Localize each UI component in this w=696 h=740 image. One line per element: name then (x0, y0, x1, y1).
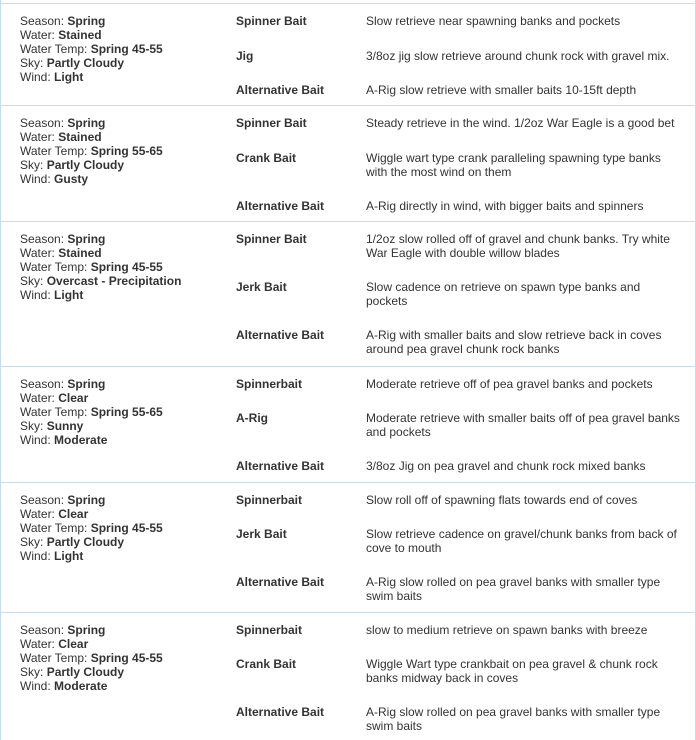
condition-value: Light (54, 288, 84, 302)
condition-line (20, 144, 163, 158)
condition-value: Spring 45-55 (90, 521, 163, 535)
condition-value: Spring 45-55 (90, 42, 163, 56)
condition-label: Water: (20, 246, 55, 260)
bait-description: Wiggle Wart type crankbait on pea gravel & chunk rock banks midway back in coves (366, 657, 658, 685)
condition-value: Partly Cloudy (46, 535, 125, 549)
condition-label: Season: (20, 377, 65, 391)
bait-description: A-Rig slow rolled on pea gravel banks with smaller type swim baits (366, 705, 661, 733)
condition-label: Water: (20, 391, 55, 405)
bait-description: A-Rig slow retrieve with smaller baits 10-15ft depth (366, 83, 637, 97)
condition-value: Overcast - Precipitation (46, 274, 182, 288)
bait-description: Slow roll off of spawning flats towards end of coves (366, 493, 638, 507)
condition-value: Moderate (54, 679, 108, 693)
bait-description: A-Rig slow rolled on pea gravel banks with smaller type swim baits (366, 575, 661, 603)
conditions-block (20, 232, 181, 302)
bait-name: Alternative Bait (236, 459, 325, 473)
bait-name: Spinner Bait (236, 232, 307, 246)
bait-name: Spinnerbait (236, 493, 303, 507)
bait-name: Alternative Bait (236, 83, 325, 97)
condition-value: Partly Cloudy (46, 665, 125, 679)
condition-label: Sky: (20, 419, 44, 433)
condition-value: Spring 55-65 (90, 144, 163, 158)
condition-label: Season: (20, 493, 65, 507)
condition-label: Sky: (20, 158, 44, 172)
bait-name: Alternative Bait (236, 705, 325, 719)
condition-line (20, 549, 163, 563)
condition-line (20, 651, 163, 665)
condition-label: Water: (20, 507, 55, 521)
condition-label: Wind: (20, 288, 51, 302)
condition-label: Wind: (20, 172, 51, 186)
condition-line (20, 172, 163, 186)
condition-label: Water: (20, 28, 55, 42)
condition-label: Water Temp: (20, 521, 88, 535)
conditions-block (20, 623, 163, 693)
condition-group (0, 366, 696, 482)
condition-value: Clear (58, 507, 89, 521)
condition-group (0, 612, 696, 740)
condition-line (20, 42, 163, 56)
condition-label: Season: (20, 14, 65, 28)
condition-value: Partly Cloudy (46, 158, 125, 172)
condition-value: Partly Cloudy (46, 56, 125, 70)
bait-name: Jerk Bait (236, 527, 287, 541)
condition-line (20, 246, 181, 260)
condition-group (0, 3, 696, 105)
condition-value: Light (54, 549, 84, 563)
condition-value: Moderate (54, 433, 108, 447)
conditions-block (20, 116, 163, 186)
condition-line (20, 679, 163, 693)
condition-line (20, 56, 163, 70)
condition-label: Water Temp: (20, 405, 88, 419)
condition-label: Water Temp: (20, 144, 88, 158)
conditions-block (20, 493, 163, 563)
condition-group (0, 221, 696, 366)
bait-description: 1/2oz slow rolled off of gravel and chunk banks. Try white War Eagle with double willow blades (366, 232, 670, 260)
condition-label: Water Temp: (20, 651, 88, 665)
condition-label: Season: (20, 232, 65, 246)
condition-value: Spring (67, 116, 106, 130)
condition-label: Wind: (20, 549, 51, 563)
bait-description: Moderate retrieve with smaller baits off of pea gravel banks and pockets (366, 411, 680, 439)
condition-value: Sunny (46, 419, 84, 433)
condition-value: Clear (58, 637, 89, 651)
condition-line (20, 391, 163, 405)
condition-value: Spring 55-65 (90, 405, 163, 419)
condition-label: Water: (20, 130, 55, 144)
bait-name: Jerk Bait (236, 280, 287, 294)
condition-line (20, 637, 163, 651)
condition-group (0, 105, 696, 221)
bait-name: Spinnerbait (236, 377, 303, 391)
condition-line (20, 665, 163, 679)
condition-label: Season: (20, 116, 65, 130)
condition-label: Water: (20, 637, 55, 651)
condition-line (20, 535, 163, 549)
condition-label: Sky: (20, 665, 44, 679)
bait-description: Slow retrieve near spawning banks and pockets (366, 14, 621, 28)
condition-value: Stained (58, 28, 102, 42)
condition-value: Spring (67, 232, 106, 246)
bait-name: Alternative Bait (236, 328, 325, 342)
bait-name: Spinner Bait (236, 116, 307, 130)
condition-value: Spring (67, 14, 106, 28)
bait-description: 3/8oz jig slow retrieve around chunk rock with gravel mix. (366, 49, 670, 63)
bait-name: Spinner Bait (236, 14, 307, 28)
bait-name: Jig (236, 49, 254, 63)
bait-description: 3/8oz Jig on pea gravel and chunk rock mixed banks (366, 459, 646, 473)
condition-label: Water Temp: (20, 260, 88, 274)
condition-line (20, 419, 163, 433)
bait-name: Crank Bait (236, 657, 297, 671)
condition-value: Gusty (54, 172, 89, 186)
condition-line (20, 507, 163, 521)
condition-value: Spring (67, 377, 106, 391)
bait-description: Moderate retrieve off of pea gravel banks and pockets (366, 377, 653, 391)
condition-line (20, 521, 163, 535)
conditions-block (20, 377, 163, 447)
condition-line (20, 433, 163, 447)
bait-description: Slow retrieve cadence on gravel/chunk banks from back of cove to mouth (366, 527, 677, 555)
condition-label: Sky: (20, 56, 44, 70)
condition-label: Sky: (20, 274, 44, 288)
bait-description: A-Rig directly in wind, with bigger baits and spinners (366, 199, 644, 213)
bait-description: slow to medium retrieve on spawn banks with breeze (366, 623, 648, 637)
condition-line (20, 130, 163, 144)
bait-description: A-Rig with smaller baits and slow retrieve back in coves around pea gravel chunk rock banks (366, 328, 662, 356)
condition-line (20, 377, 163, 391)
condition-line (20, 405, 163, 419)
condition-line (20, 14, 163, 28)
condition-label: Water Temp: (20, 42, 88, 56)
condition-label: Season: (20, 623, 65, 637)
condition-label: Sky: (20, 535, 44, 549)
condition-label: Wind: (20, 433, 51, 447)
condition-label: Wind: (20, 70, 51, 84)
bait-description: Slow cadence on retrieve on spawn type banks and pockets (366, 280, 641, 308)
condition-value: Spring (67, 493, 106, 507)
bait-description: Steady retrieve in the wind. 1/2oz War Eagle is a good bet (366, 116, 675, 130)
bait-name: Alternative Bait (236, 199, 325, 213)
bait-name: Alternative Bait (236, 575, 325, 589)
condition-line (20, 288, 181, 302)
condition-group (0, 482, 696, 612)
condition-line (20, 70, 163, 84)
condition-label: Wind: (20, 679, 51, 693)
condition-line (20, 232, 181, 246)
condition-line (20, 28, 163, 42)
condition-value: Spring (67, 623, 106, 637)
condition-value: Spring 45-55 (90, 651, 163, 665)
condition-line (20, 623, 163, 637)
condition-value: Spring 45-55 (90, 260, 163, 274)
condition-value: Stained (58, 246, 102, 260)
condition-line (20, 274, 181, 288)
conditions-block (20, 14, 163, 84)
bait-description: Wiggle wart type crank paralleling spawning type banks with the most wind on them (366, 151, 661, 179)
bait-name: Crank Bait (236, 151, 297, 165)
condition-value: Clear (58, 391, 89, 405)
condition-line (20, 493, 163, 507)
condition-value: Light (54, 70, 84, 84)
condition-line (20, 158, 163, 172)
bait-name: A-Rig (236, 411, 268, 425)
condition-line (20, 116, 163, 130)
condition-value: Stained (58, 130, 102, 144)
condition-line (20, 260, 181, 274)
bait-name: Spinnerbait (236, 623, 303, 637)
